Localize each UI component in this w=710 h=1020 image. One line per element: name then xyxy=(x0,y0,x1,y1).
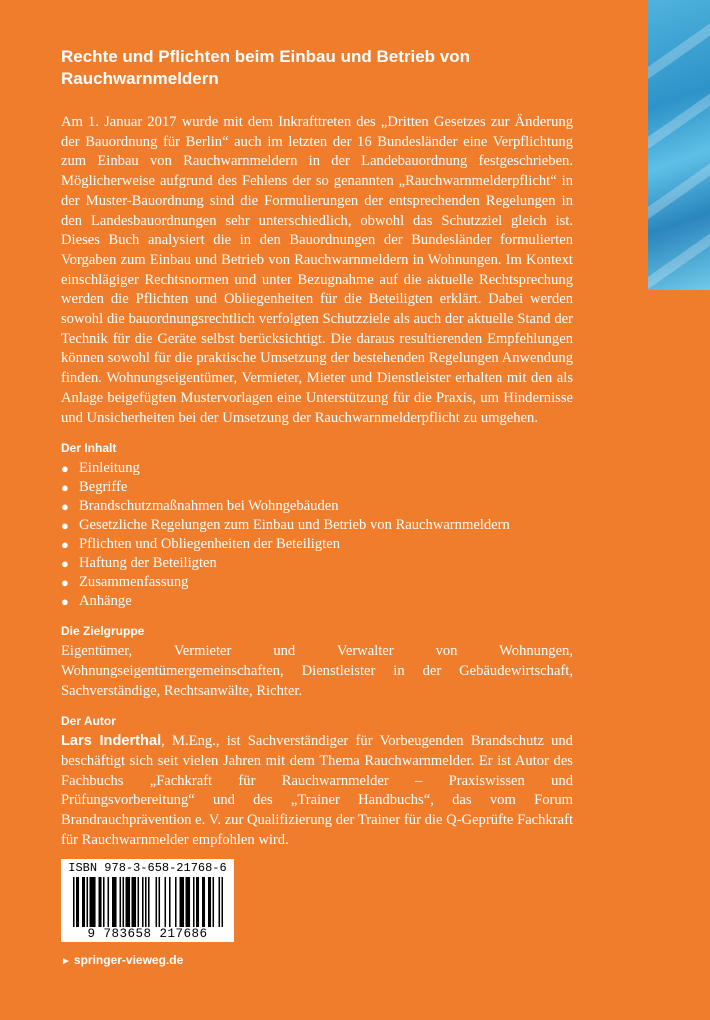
bullet-icon: ● xyxy=(61,594,69,610)
barcode-bar xyxy=(148,877,150,927)
contents-item xyxy=(61,592,573,611)
barcode-bar xyxy=(180,877,182,927)
contents-item-label: Haftung der Beteiligten xyxy=(79,555,217,572)
contents-item xyxy=(61,497,573,516)
barcode-bar xyxy=(210,877,212,927)
barcode-bar xyxy=(183,877,185,927)
author-heading: Der Autor xyxy=(61,714,116,729)
cover-image-strip xyxy=(648,0,710,290)
barcode-bar xyxy=(138,877,140,927)
barcode-bar xyxy=(222,877,224,927)
audience-paragraph: Eigentümer, Vermieter und Verwalter von Wohnungen, Wohnungseigentümergemeinschaften, Dienstleister in der Gebäudewirtschaft, Sachverständige, Rechtsanwälte, Richter. xyxy=(61,643,573,699)
barcode-bar xyxy=(181,877,183,927)
contents-item xyxy=(61,535,573,554)
barcode-bar xyxy=(189,877,191,927)
barcode-digits: 9 783658 217686 xyxy=(87,927,208,941)
barcode-bar xyxy=(198,877,200,927)
barcode-bar xyxy=(175,877,177,927)
barcode-bar xyxy=(165,877,167,927)
arrow-right-icon: ► xyxy=(61,956,71,967)
barcode-bar xyxy=(129,877,131,927)
website-url: springer-vieweg.de xyxy=(73,953,184,967)
barcode-bar xyxy=(99,877,101,927)
bullet-icon: ● xyxy=(61,537,69,553)
barcode-bar xyxy=(204,877,206,927)
contents-item-label: Einleitung xyxy=(79,460,140,477)
contents-item-label: Brandschutzmaßnahmen bei Wohngebäuden xyxy=(79,498,339,515)
barcode-bar xyxy=(156,877,158,927)
isbn-barcode xyxy=(61,859,234,942)
barcode-bar xyxy=(76,877,78,927)
author-paragraph xyxy=(61,732,573,850)
barcode-bar xyxy=(112,877,114,927)
barcode-bar xyxy=(142,877,144,927)
contents-list xyxy=(61,459,573,611)
bullet-icon: ● xyxy=(61,518,69,534)
barcode-bar xyxy=(126,877,128,927)
barcode-bar xyxy=(193,877,195,927)
barcode-bar xyxy=(108,877,110,927)
barcode-bar xyxy=(169,877,171,927)
barcode-bar xyxy=(87,877,89,927)
bullet-icon: ● xyxy=(61,461,69,477)
contents-heading: Der Inhalt xyxy=(61,441,117,456)
contents-item-label: Anhänge xyxy=(79,593,132,610)
barcode-bar xyxy=(132,877,134,927)
barcode-bar xyxy=(93,877,95,927)
barcode-bar xyxy=(145,877,147,927)
barcode-bar xyxy=(123,877,125,927)
bullet-icon: ● xyxy=(61,575,69,591)
barcode-bar xyxy=(187,877,189,927)
barcode-bar xyxy=(133,877,135,927)
contents-item-label: Gesetzliche Regelungen zum Einbau und Betrieb von Rauchwarnmeldern xyxy=(79,517,510,534)
barcode-bar xyxy=(135,877,137,927)
contents-item xyxy=(61,459,573,478)
contents-item xyxy=(61,554,573,573)
contents-item-label: Zusammenfassung xyxy=(79,574,189,591)
contents-item xyxy=(61,516,573,535)
barcode-bar xyxy=(219,877,221,927)
contents-item xyxy=(61,478,573,497)
barcode-bar xyxy=(202,877,204,927)
back-cover-text xyxy=(61,113,573,851)
author-name: Lars Inderthal xyxy=(61,733,162,750)
barcode-bar xyxy=(73,877,75,927)
author-bio: , M.Eng., ist Sachverständiger für Vorbeugenden Brandschutz und beschäftigt sich seit vielen Jahren mit dem Thema Rauchwarnmelder. Er ist Autor des Fachbuchs „Fachkraft für Rauchwarnmelder – Praxiswissen und Prüfungsvorbereitung“ und des „Trainer Handbuchs“, das vom Forum Brandrauchprävention e. V. zur Qualifizierung der Trainer für die Q-Geprüfte Fachkraft für Rauchwarnmelder empfohlen wird. xyxy=(61,733,573,848)
audience-heading: Die Zielgruppe xyxy=(61,624,145,639)
isbn-number: ISBN 978-3-658-21768-6 xyxy=(68,861,227,875)
contents-item-label: Pflichten und Obliegenheiten der Beteiligten xyxy=(79,536,340,553)
barcode-bar xyxy=(100,877,102,927)
barcode-bar xyxy=(82,877,84,927)
intro-paragraph: Am 1. Januar 2017 wurde mit dem Inkrafttreten des „Dritten Gesetzes zur Änderung der Bauordnung für Berlin“ auch im letzten der 16 Bundesländer eine Verpflichtung zum Einbau von Rauchwarnmeldern in der Landebauordnung festgeschrieben. Möglicherweise aufgrund des Fehlens der so genannten „Rauchwarnmelderpflicht“ in der Muster-Bauordnung sind die Formulierungen der entsprechenden Regelungen in den Landesbauordnungen sehr unterschiedlich, obwohl das Schutzziel gleich ist. Dieses Buch analysiert die in den Bauordnungen der Bundesländer formulierten Vorgaben zum Einbau und Betrieb von Rauchwarnmeldern in Wohnungen. Im Kontext einschlägiger Rechtsnormen und unter Bezugnahme auf die aktuelle Rechtsprechung werden die Pflichten und Obliegenheiten für die Beteiligten erklärt. Dabei werden sowohl die bauordnungsrechtlich verfolgten Schutzziele als auch der aktuelle Stand der Technik für die Geräte selbst berücksichtigt. Die daraus resultierenden Empfehlungen können sowohl für die praktische Umsetzung der bestehenden Regelungen Anwendung finden. Wohnungseigentümer, Vermieter, Mieter und Dienstleister erhalten mit den als Anlage beigefügten Mustervorlagen eine Unterstützung für die Praxis, um Hindernisse und Unsicherheiten bei der Umsetzung der Rauchwarnmelderpflicht zu umgehen. xyxy=(61,114,573,426)
bullet-icon: ● xyxy=(61,499,69,515)
bullet-icon: ● xyxy=(61,556,69,572)
barcode-bar xyxy=(213,877,215,927)
contents-item xyxy=(61,573,573,592)
barcode-bar xyxy=(186,877,188,927)
bullet-icon: ● xyxy=(61,480,69,496)
website-link[interactable] xyxy=(61,952,183,970)
barcode-bar xyxy=(90,877,92,927)
contents-item-label: Begriffe xyxy=(79,479,128,496)
book-title: Rechte und Pflichten beim Einbau und Betrieb von Rauchwarnmeldern xyxy=(61,47,470,88)
barcode-bar xyxy=(159,877,161,927)
barcode-bar xyxy=(114,877,116,927)
barcode-bar xyxy=(78,877,80,927)
barcode-bar xyxy=(84,877,86,927)
barcode-bar xyxy=(127,877,129,927)
barcode-bar xyxy=(196,877,198,927)
barcode-bar xyxy=(115,877,117,927)
barcode-bars xyxy=(73,877,223,927)
barcode-bar xyxy=(120,877,122,927)
barcode-bar xyxy=(103,877,105,927)
barcode-bar xyxy=(91,877,93,927)
barcode-bar xyxy=(208,877,210,927)
barcode-bar xyxy=(94,877,96,927)
